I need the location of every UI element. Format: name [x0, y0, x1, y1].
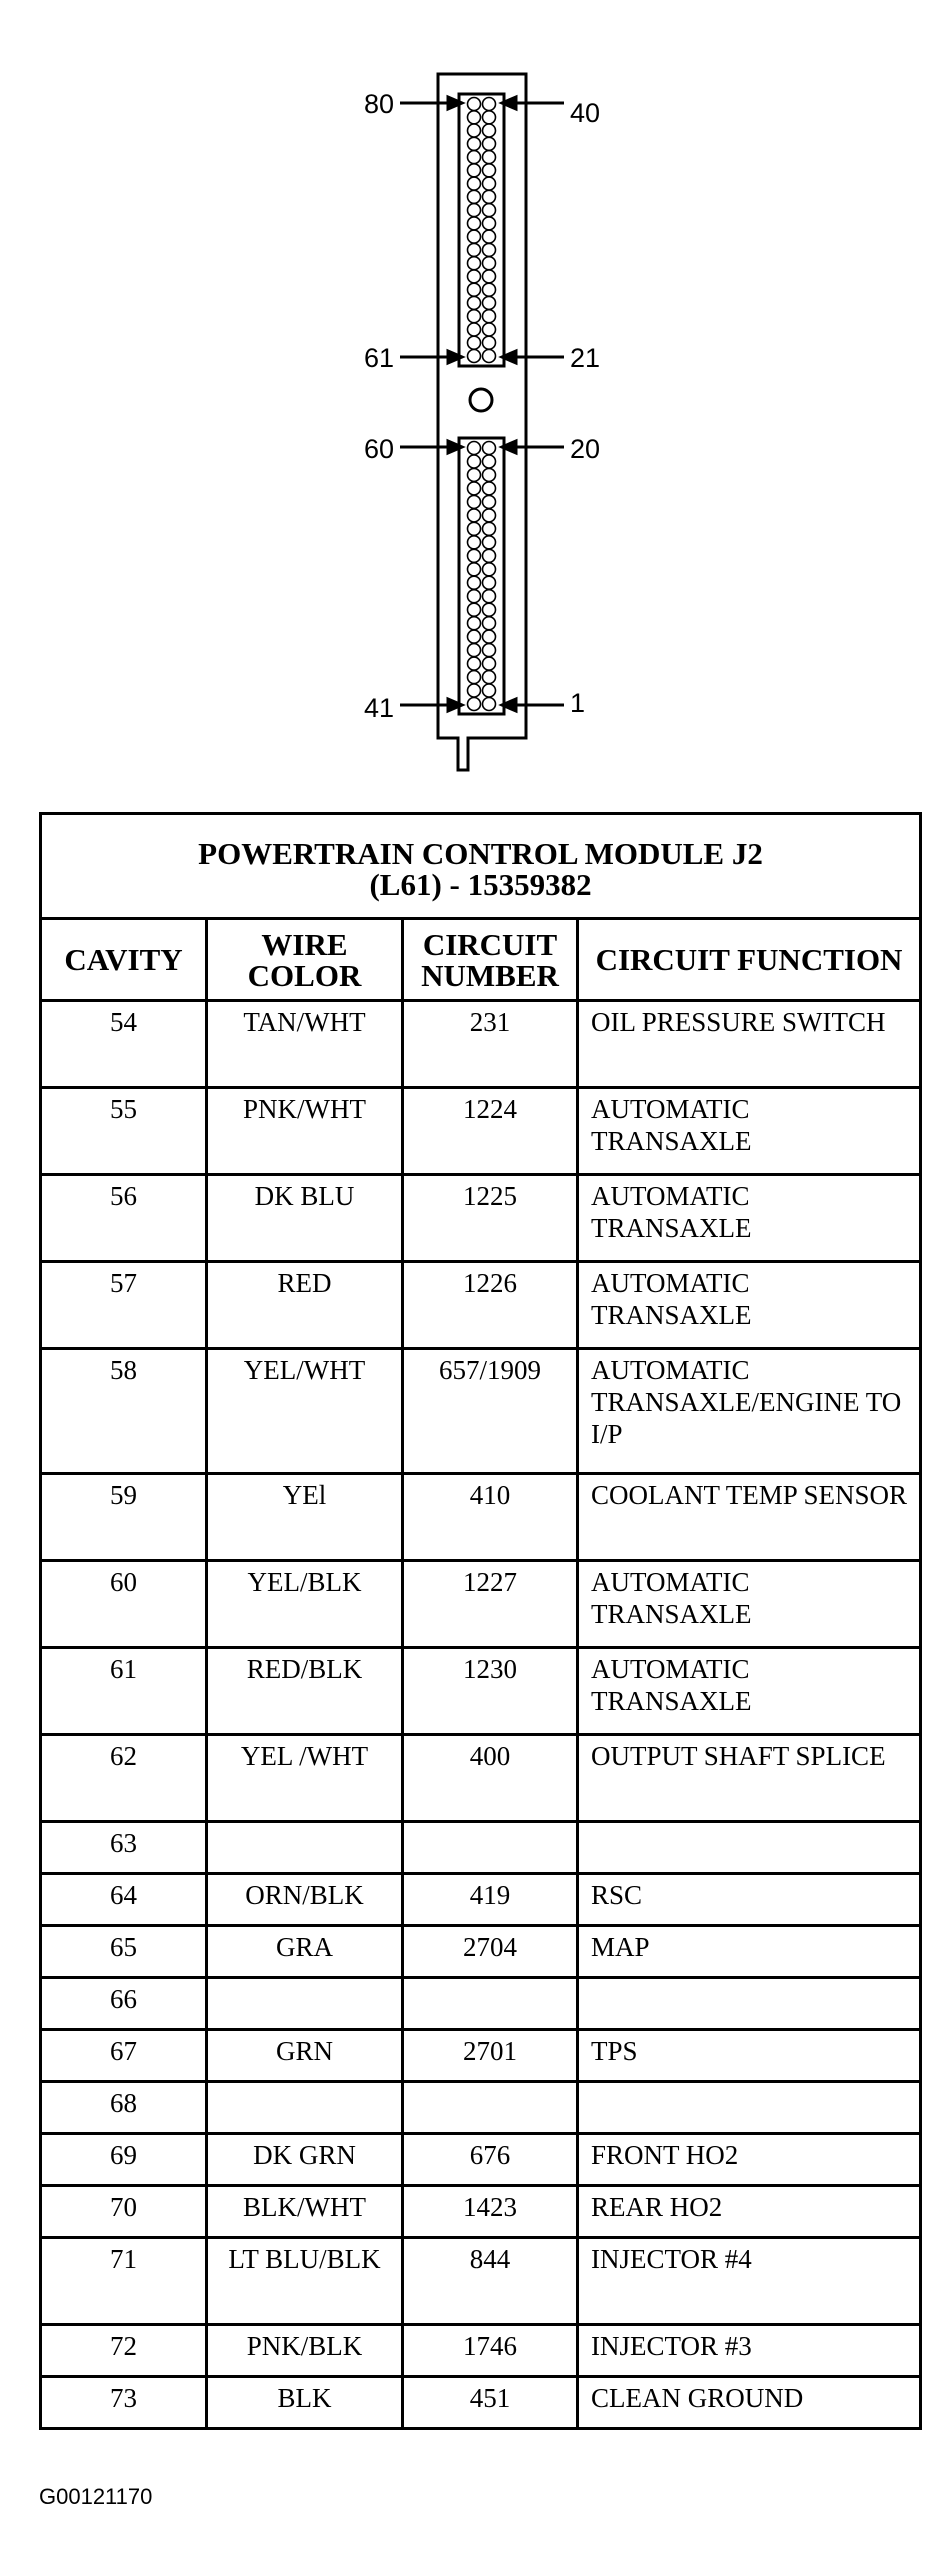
pin-label-80: 80 — [363, 89, 394, 119]
lower-pin-block — [459, 438, 504, 714]
cell-circuit-number: 451 — [403, 2377, 578, 2429]
pin-cavity — [468, 177, 481, 190]
pin-cavity — [483, 137, 496, 150]
pin-cavity — [483, 283, 496, 296]
pin-cavity — [483, 230, 496, 243]
table-row — [41, 1978, 921, 2030]
table-title-line1: POWERTRAIN CONTROL MODULE J2 — [198, 836, 763, 871]
pin-cavity — [483, 657, 496, 670]
table-row — [41, 2238, 921, 2325]
header-circuit-function: CIRCUIT FUNCTION — [578, 919, 921, 1001]
pin-cavity — [483, 522, 496, 535]
cell-wire-color: YEl — [207, 1474, 403, 1561]
table-row — [41, 2082, 921, 2134]
pin-cavity — [483, 698, 496, 711]
cell-circuit-number: 231 — [403, 1001, 578, 1088]
cell-cavity: 68 — [41, 2082, 207, 2134]
cell-wire-color: YEL /WHT — [207, 1735, 403, 1822]
cell-wire-color: PNK/BLK — [207, 2325, 403, 2377]
cell-circuit-function: AUTOMATIC TRANSAXLE — [578, 1648, 921, 1735]
cell-circuit-number: 1224 — [403, 1088, 578, 1175]
cell-circuit-number: 2704 — [403, 1926, 578, 1978]
table-row — [41, 1822, 921, 1874]
table-title-line2: (L61) - 15359382 — [369, 867, 592, 902]
pin-cavity — [483, 617, 496, 630]
cell-circuit-number: 676 — [403, 2134, 578, 2186]
pin-cavity — [483, 549, 496, 562]
cell-circuit-function: AUTOMATIC TRANSAXLE/ENGINE TO I/P — [578, 1349, 921, 1474]
cell-wire-color: ORN/BLK — [207, 1874, 403, 1926]
header-circuit-number: CIRCUIT NUMBER — [403, 919, 578, 1001]
pin-label-40: 40 — [570, 98, 601, 128]
pin-label-20: 20 — [570, 434, 601, 464]
pin-cavity — [468, 283, 481, 296]
cell-circuit-function: COOLANT TEMP SENSOR — [578, 1474, 921, 1561]
pin-cavity — [468, 442, 481, 455]
table-row — [41, 1648, 921, 1735]
table-row — [41, 2134, 921, 2186]
cell-cavity: 54 — [41, 1001, 207, 1088]
pin-cavity — [468, 111, 481, 124]
pin-cavity — [483, 468, 496, 481]
table-row — [41, 1735, 921, 1822]
cell-circuit-number: 410 — [403, 1474, 578, 1561]
pin-cavity — [468, 270, 481, 283]
cell-circuit-number: 2701 — [403, 2030, 578, 2082]
pin-cavity — [483, 98, 496, 111]
cell-wire-color: RED/BLK — [207, 1648, 403, 1735]
table-row — [41, 2325, 921, 2377]
cell-circuit-function: AUTOMATIC TRANSAXLE — [578, 1561, 921, 1648]
pin-cavity — [483, 350, 496, 363]
upper-pin-array — [468, 98, 496, 363]
pin-cavity — [468, 296, 481, 309]
connector-diagram — [0, 0, 951, 790]
pinout-table — [39, 812, 922, 2430]
pin-cavity — [483, 509, 496, 522]
pin-label-41: 41 — [363, 693, 394, 723]
pin-cavity — [483, 177, 496, 190]
cell-wire-color: GRN — [207, 2030, 403, 2082]
pin-cavity — [468, 482, 481, 495]
cell-cavity: 69 — [41, 2134, 207, 2186]
pin-label-61: 61 — [363, 343, 394, 373]
table-row — [41, 1175, 921, 1262]
cell-cavity: 58 — [41, 1349, 207, 1474]
cell-wire-color: YEL/WHT — [207, 1349, 403, 1474]
cell-circuit-number: 400 — [403, 1735, 578, 1822]
pin-cavity — [468, 98, 481, 111]
cell-circuit-function: OUTPUT SHAFT SPLICE — [578, 1735, 921, 1822]
pin-cavity — [468, 257, 481, 270]
pin-cavity — [468, 336, 481, 349]
pin-cavity — [483, 151, 496, 164]
cell-wire-color — [207, 2082, 403, 2134]
pin-cavity — [468, 509, 481, 522]
pin-cavity — [483, 190, 496, 203]
cell-wire-color: PNK/WHT — [207, 1088, 403, 1175]
alignment-hole — [470, 389, 492, 411]
cell-wire-color: GRA — [207, 1926, 403, 1978]
pin-label-21: 21 — [570, 343, 601, 373]
cell-circuit-number: 657/1909 — [403, 1349, 578, 1474]
table-row — [41, 1349, 921, 1474]
cell-wire-color: TAN/WHT — [207, 1001, 403, 1088]
cell-circuit-function: CLEAN GROUND — [578, 2377, 921, 2429]
pin-label-1: 1 — [570, 688, 586, 718]
pin-cavity — [483, 684, 496, 697]
cell-circuit-function: AUTOMATIC TRANSAXLE — [578, 1088, 921, 1175]
table-row — [41, 2186, 921, 2238]
table-row — [41, 1001, 921, 1088]
cell-cavity: 67 — [41, 2030, 207, 2082]
pin-cavity — [483, 536, 496, 549]
table-title — [41, 814, 921, 919]
cell-circuit-number: 419 — [403, 1874, 578, 1926]
cell-cavity: 59 — [41, 1474, 207, 1561]
pin-cavity — [468, 644, 481, 657]
cell-circuit-number: 1226 — [403, 1262, 578, 1349]
cell-wire-color: BLK/WHT — [207, 2186, 403, 2238]
cell-wire-color: RED — [207, 1262, 403, 1349]
pin-cavity — [468, 522, 481, 535]
cell-circuit-function: OIL PRESSURE SWITCH — [578, 1001, 921, 1088]
pin-cavity — [483, 296, 496, 309]
pin-cavity — [483, 630, 496, 643]
pin-cavity — [468, 230, 481, 243]
cell-cavity: 66 — [41, 1978, 207, 2030]
header-wire-color: WIRE COLOR — [207, 919, 403, 1001]
pin-cavity — [483, 111, 496, 124]
pin-cavity — [468, 310, 481, 323]
pin-cavity — [483, 270, 496, 283]
cell-circuit-number: 1225 — [403, 1175, 578, 1262]
pin-cavity — [468, 563, 481, 576]
cell-wire-color: YEL/BLK — [207, 1561, 403, 1648]
pin-cavity — [468, 603, 481, 616]
pin-cavity — [483, 576, 496, 589]
pin-cavity — [483, 204, 496, 217]
pin-label-60: 60 — [363, 434, 394, 464]
cell-circuit-number — [403, 2082, 578, 2134]
pin-cavity — [468, 190, 481, 203]
pinout-rows — [41, 1001, 921, 2429]
cell-cavity: 72 — [41, 2325, 207, 2377]
pin-cavity — [468, 630, 481, 643]
pin-cavity — [483, 671, 496, 684]
pin-cavity — [483, 257, 496, 270]
pin-cavity — [483, 243, 496, 256]
pin-cavity — [468, 217, 481, 230]
cell-circuit-number — [403, 1822, 578, 1874]
pin-cavity — [483, 590, 496, 603]
cell-circuit-function — [578, 1822, 921, 1874]
pin-cavity — [483, 124, 496, 137]
pin-cavity — [468, 164, 481, 177]
cell-cavity: 55 — [41, 1088, 207, 1175]
pin-cavity — [483, 442, 496, 455]
cell-circuit-number: 1227 — [403, 1561, 578, 1648]
cell-cavity: 63 — [41, 1822, 207, 1874]
figure-code: G00121170 — [39, 2484, 153, 2509]
cell-cavity: 62 — [41, 1735, 207, 1822]
cell-wire-color — [207, 1822, 403, 1874]
cell-wire-color: BLK — [207, 2377, 403, 2429]
pin-cavity — [483, 644, 496, 657]
pin-cavity — [468, 590, 481, 603]
cell-circuit-number: 1230 — [403, 1648, 578, 1735]
table-row — [41, 2377, 921, 2429]
pin-cavity — [468, 124, 481, 137]
cell-circuit-number: 1423 — [403, 2186, 578, 2238]
cell-circuit-function — [578, 2082, 921, 2134]
pin-cavity — [468, 495, 481, 508]
table-row — [41, 1874, 921, 1926]
cell-wire-color: LT BLU/BLK — [207, 2238, 403, 2325]
pin-cavity — [483, 217, 496, 230]
cell-circuit-function: INJECTOR #3 — [578, 2325, 921, 2377]
cell-circuit-function: AUTOMATIC TRANSAXLE — [578, 1175, 921, 1262]
cell-circuit-function: RSC — [578, 1874, 921, 1926]
pin-cavity — [468, 671, 481, 684]
pin-cavity — [468, 151, 481, 164]
pin-cavity — [483, 310, 496, 323]
header-cavity: CAVITY — [41, 919, 207, 1001]
pin-cavity — [483, 164, 496, 177]
cell-circuit-function: REAR HO2 — [578, 2186, 921, 2238]
cell-circuit-function: INJECTOR #4 — [578, 2238, 921, 2325]
table-row — [41, 2030, 921, 2082]
table-row — [41, 1474, 921, 1561]
cell-cavity: 71 — [41, 2238, 207, 2325]
pin-cavity — [483, 323, 496, 336]
pin-cavity — [468, 137, 481, 150]
pin-cavity — [468, 549, 481, 562]
upper-pin-block — [459, 94, 504, 366]
cell-circuit-function: FRONT HO2 — [578, 2134, 921, 2186]
cell-wire-color: DK BLU — [207, 1175, 403, 1262]
pin-cavity — [468, 576, 481, 589]
pin-cavity — [483, 336, 496, 349]
cell-cavity: 57 — [41, 1262, 207, 1349]
cell-circuit-function — [578, 1978, 921, 2030]
pin-cavity — [468, 243, 481, 256]
pin-cavity — [468, 468, 481, 481]
table-row — [41, 1926, 921, 1978]
cell-circuit-number: 1746 — [403, 2325, 578, 2377]
pin-cavity — [483, 455, 496, 468]
cell-cavity: 70 — [41, 2186, 207, 2238]
cell-circuit-function: AUTOMATIC TRANSAXLE — [578, 1262, 921, 1349]
cell-circuit-number — [403, 1978, 578, 2030]
cell-wire-color — [207, 1978, 403, 2030]
pin-cavity — [468, 657, 481, 670]
table-row — [41, 1088, 921, 1175]
table-row — [41, 1561, 921, 1648]
cell-cavity: 60 — [41, 1561, 207, 1648]
table-row — [41, 1262, 921, 1349]
pin-cavity — [468, 204, 481, 217]
pin-cavity — [483, 603, 496, 616]
cell-circuit-function: MAP — [578, 1926, 921, 1978]
pin-cavity — [483, 495, 496, 508]
lower-pin-array — [468, 442, 496, 711]
cell-circuit-function: TPS — [578, 2030, 921, 2082]
cell-cavity: 65 — [41, 1926, 207, 1978]
pin-cavity — [468, 455, 481, 468]
pin-cavity — [468, 698, 481, 711]
cell-cavity: 61 — [41, 1648, 207, 1735]
cell-wire-color: DK GRN — [207, 2134, 403, 2186]
pin-cavity — [483, 563, 496, 576]
cell-cavity: 64 — [41, 1874, 207, 1926]
pin-cavity — [468, 350, 481, 363]
cell-circuit-number: 844 — [403, 2238, 578, 2325]
pin-cavity — [468, 684, 481, 697]
cell-cavity: 73 — [41, 2377, 207, 2429]
pin-cavity — [468, 536, 481, 549]
pin-cavity — [468, 617, 481, 630]
cell-cavity: 56 — [41, 1175, 207, 1262]
pin-cavity — [483, 482, 496, 495]
pin-cavity — [468, 323, 481, 336]
